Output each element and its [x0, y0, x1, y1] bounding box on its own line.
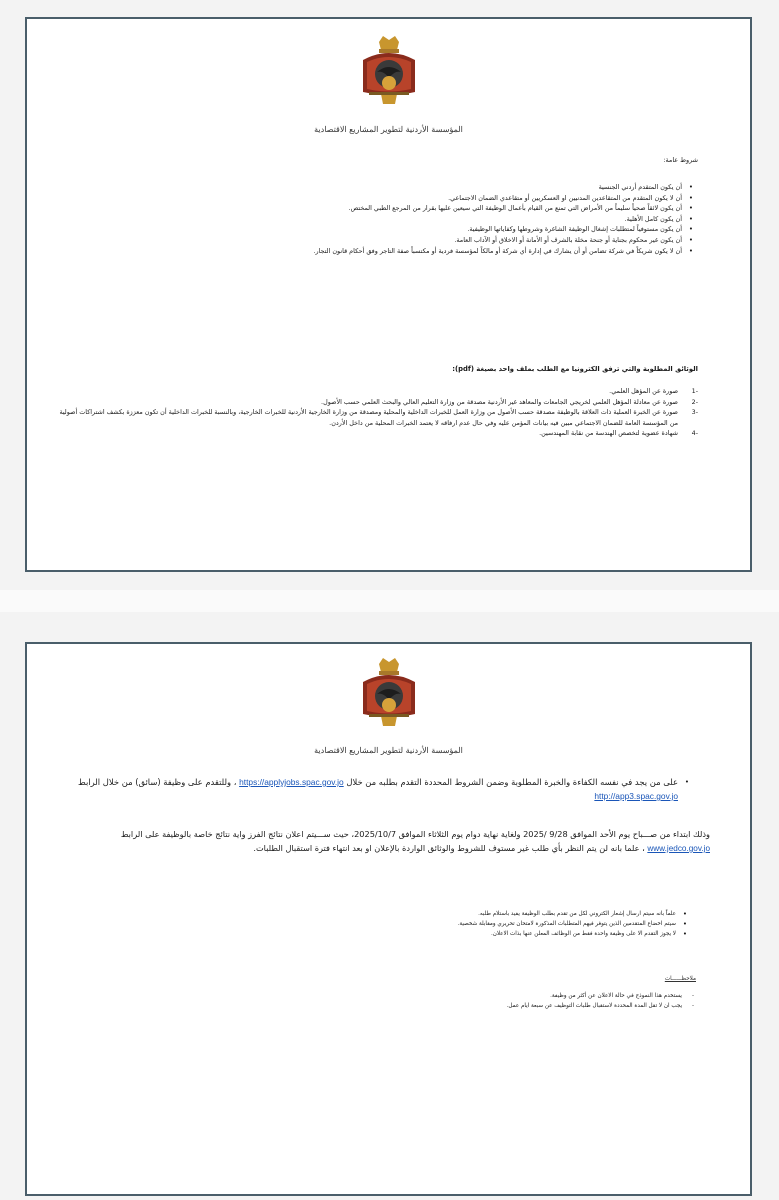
- document-page-1: [25, 17, 752, 572]
- application-period-paragraph: وذلك ابتداء من صـــباح يوم الأحد الموافق 9/28 /2025 ولغاية نهاية دوام يوم الثلاثاء الموافق 2025/10/7، حيث ســـيتم اعلان نتائج الفرز واية نتائج خاصة بالوظيفة على الرابط www.jedco.gov.jo ، علما بانه لن يتم النظر بأي طلب غير مستوف للشروط والوثائق الواردة بالإعلان او بعد انتهاء فترة استقبال الطلبات.: [120, 829, 710, 853]
- notes-list: [162, 991, 696, 1011]
- document-item-text: صورة عن الخبرة العملية ذات العلاقة بالوظيفة مصدقة حسب الأصول من وزارة العمل للخبرات الداخلية والمحلية ومصدقة من وزارة الخارجية الأردنية للخبرات الخارجية، وبالنسبة للخبرات الداخلية أن تكون معززة بكشف اشتراكات أصولية من المؤسسة العامة للضمان الاجتماعي مبين فيه بيانات المؤمن عليه وفي حال عدم ارفاقه لا يعتمد الخبرات المحلية من داخل الأردن.: [59, 408, 678, 427]
- note-dash: -: [691, 1003, 694, 1009]
- general-conditions-list: [82, 182, 696, 256]
- general-condition-item: • أن لا يكون المتقدم من المتقاعدين المدنيين او العسكريين أو متقاعدي الضمان الاجتماعي.: [82, 193, 682, 204]
- document-item: [58, 386, 698, 397]
- note-text: يجب ان لا تقل المدة المحددة لاستقبال طلبات التوظيف عن سبعة ايام عمل.: [506, 1003, 682, 1009]
- document-item: [58, 407, 698, 428]
- general-condition-item: • أن لا يكون شريكاً في شركة تضامن أو أن يشارك في إدارة أي شركة أو مالكاً لمؤسسة فردية أو مكتسباً صفة التاجر وفق أحكام قانون التجار.: [82, 246, 682, 257]
- document-item-number: -2: [691, 397, 698, 406]
- notes-title: ملاحظــــــات: [664, 976, 696, 982]
- note-dash: -: [691, 993, 694, 999]
- document-item-number: -4: [691, 429, 698, 438]
- document-item-number: -3: [691, 408, 698, 417]
- note-text: يستخدم هذا النموذج في حالة الاعلان عن أكثر من وظيفة.: [550, 993, 682, 999]
- general-condition-item: • أن يكون لائقاً صحياً سليماً من الأمراض التي تمنع من القيام بأعمال الوظيفة التي سيعين عليها بقرار من المرجع الطبي المختص.: [82, 203, 682, 214]
- app3-link[interactable]: http://app3.spac.gov.jo: [594, 791, 678, 801]
- applyjobs-link[interactable]: https://applyjobs.spac.gov.jo: [239, 777, 344, 787]
- general-conditions-title: شروط عامة:: [663, 156, 698, 164]
- documents-title: الوثائق المطلوبة والتي ترفق الكترونيا مع الطلب بملف واحد بصيغة (pdf):: [452, 365, 698, 373]
- instruction-item: • علماً بانه سيتم ارسال إشعار الكتروني لكل من تقدم بطلب الوظيفة يفيد باستلام طلبه.: [156, 909, 676, 919]
- coat-of-arms-emblem: [357, 34, 421, 106]
- document-page-2: [25, 642, 752, 1196]
- coat-of-arms-emblem: [357, 656, 421, 728]
- agency-name: المؤسسة الأردنية لتطوير المشاريع الاقتصادية: [314, 125, 463, 134]
- document-item-text: صورة عن المؤهل العلمي.: [609, 387, 678, 395]
- document-item: [58, 397, 698, 408]
- note-item: [162, 991, 694, 1001]
- jedco-link[interactable]: www.jedco.gov.jo: [647, 844, 710, 853]
- document-item-text: شهادة عضوية لتخصص الهندسة من نقابة المهندسين.: [539, 429, 678, 438]
- document-item: [58, 428, 698, 439]
- general-condition-item: • أن يكون غير محكوم بجناية أو جنحة مخلة بالشرف أو الأمانة أو الاخلاق أو الآداب العامة.: [82, 235, 682, 246]
- document-item-text: صورة عن معادلة المؤهل العلمي لخريجي الجامعات والمعاهد غير الأردنية مصدقة من وزارة التعليم العالي والبحث العلمي حسب الأصول.: [321, 397, 678, 406]
- instructions-list: [156, 909, 690, 939]
- apply-paragraph-list: [78, 775, 692, 803]
- documents-list: [58, 386, 698, 439]
- note-item: [162, 1001, 694, 1011]
- general-condition-item: • أن يكون المتقدم أردني الجنسية: [82, 182, 682, 193]
- page-separator: [0, 590, 779, 612]
- general-condition-item: • أن يكون مستوفياً لمتطلبات إشغال الوظيفة الشاغرة وشروطها وكفاياتها الوظيفية.: [82, 224, 682, 235]
- document-item-number: -1: [691, 387, 698, 395]
- general-condition-item: • أن يكون كامل الأهلية.: [82, 214, 682, 225]
- instruction-item: • لا يجوز التقدم الا على وظيفة واحدة فقط من الوظائف المعلن عنها بذات الاعلان.: [156, 929, 676, 939]
- apply-paragraph: • على من يجد في نفسه الكفاءة والخبرة المطلوبة وضمن الشروط المحددة التقدم بطلبه من خلال https://applyjobs.spac.gov.jo ، وللتقدم على وظيفة (سائق) من خلال الرابط http://app3.spac.gov.jo: [78, 775, 678, 803]
- instruction-item: • سيتم اخضاع المتقدمين الذين يتوفر فيهم المتطلبات المذكورة لامتحان تحريري ومقابلة شخصية.: [156, 919, 676, 929]
- agency-name: المؤسسة الأردنية لتطوير المشاريع الاقتصادية: [314, 746, 463, 755]
